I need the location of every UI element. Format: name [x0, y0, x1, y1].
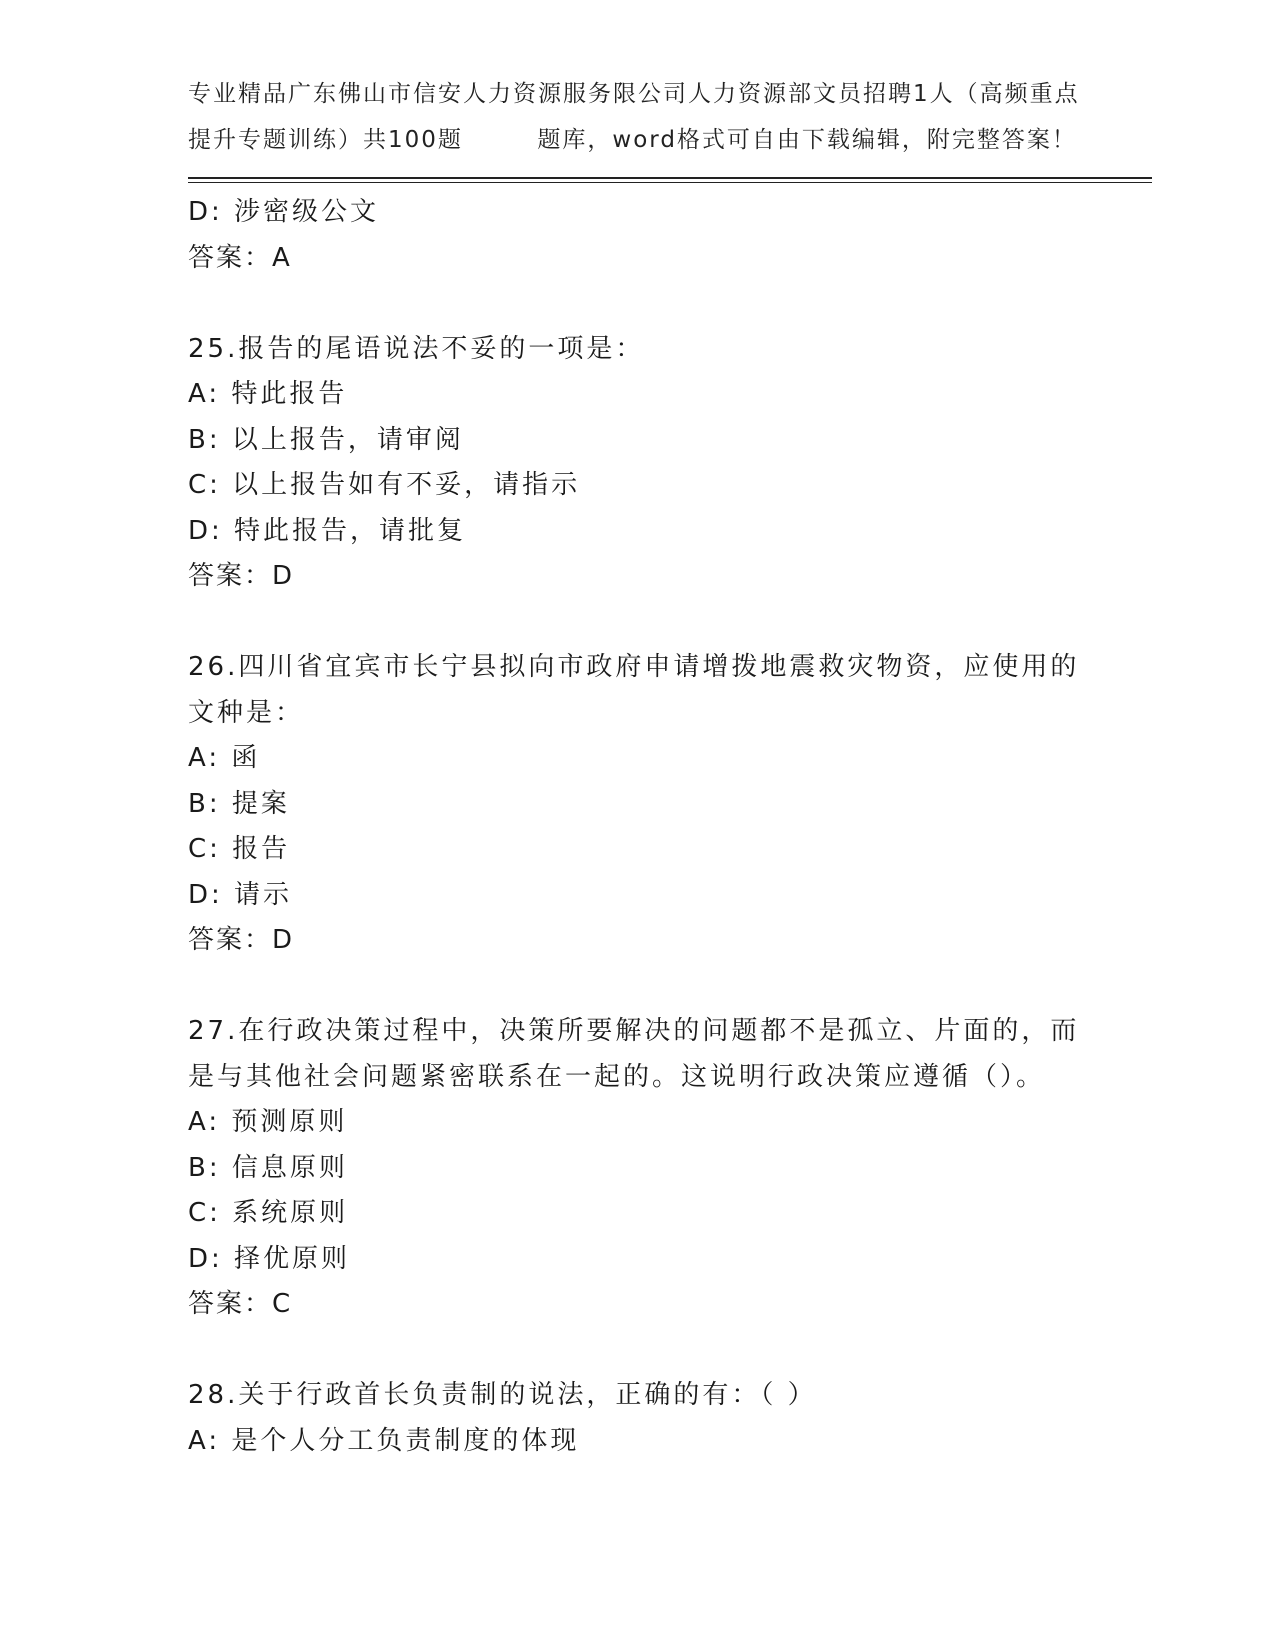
option-d: D: 请示: [188, 879, 293, 910]
spacer: [188, 1328, 1088, 1374]
question-stem: 28.关于行政首长负责制的说法，正确的有：（ ）: [188, 1380, 817, 1410]
option-b: B: 提案: [188, 788, 290, 819]
answer-line: 答案：D: [188, 561, 295, 591]
question-stem-continued: 文种是：: [188, 697, 305, 728]
spacer: [188, 600, 1088, 646]
spacer: [188, 964, 1088, 1010]
question-stem: 27.在行政决策过程中，决策所要解决的问题都不是孤立、片面的，而: [188, 1016, 1080, 1046]
option-d: D: 择优原则: [188, 1243, 351, 1274]
answer-line: 答案：A: [188, 242, 292, 273]
question-list: [188, 190, 1088, 1464]
question-26: [188, 645, 1088, 964]
option-c: C: 以上报告如有不妥，请指示: [188, 470, 581, 500]
option-c: C: 报告: [188, 834, 291, 864]
question-stem: 25.报告的尾语说法不妥的一项是：: [188, 333, 645, 364]
header-divider-thin: [188, 182, 1152, 183]
answer-line: 答案：C: [188, 1289, 293, 1319]
option-a: A: 是个人分工负责制度的体现: [188, 1425, 580, 1456]
option-d: D: 特此报告，请批复: [188, 515, 467, 546]
question-28: [188, 1373, 1088, 1464]
page-header: [188, 72, 1088, 163]
option-d: D: 涉密级公文: [188, 197, 380, 227]
header-title-line-2: 提升专题训练）共100题 题库，word格式可自由下载编辑，附完整答案！: [188, 126, 1077, 153]
header-divider-thick: [188, 177, 1152, 179]
question-stem: 26.四川省宜宾市长宁县拟向市政府申请增拨地震救灾物资，应使用的: [188, 652, 1080, 682]
question-25: [188, 327, 1088, 600]
header-title-line-1: 专业精品广东佛山市信安人力资源服务限公司人力资源部文员招聘1人（高频重点: [188, 81, 1080, 107]
option-c: C: 系统原则: [188, 1198, 349, 1228]
question-stem-continued: 是与其他社会问题紧密联系在一起的。这说明行政决策应遵循（）。: [188, 1061, 1046, 1092]
option-b: B: 以上报告，请审阅: [188, 424, 464, 455]
option-b: B: 信息原则: [188, 1152, 348, 1183]
answer-line: 答案：D: [188, 925, 295, 955]
option-a: A: 预测原则: [188, 1107, 348, 1137]
spacer: [188, 281, 1088, 327]
option-a: A: 特此报告: [188, 379, 348, 409]
option-a: A: 函: [188, 743, 261, 773]
question-27: [188, 1009, 1088, 1328]
